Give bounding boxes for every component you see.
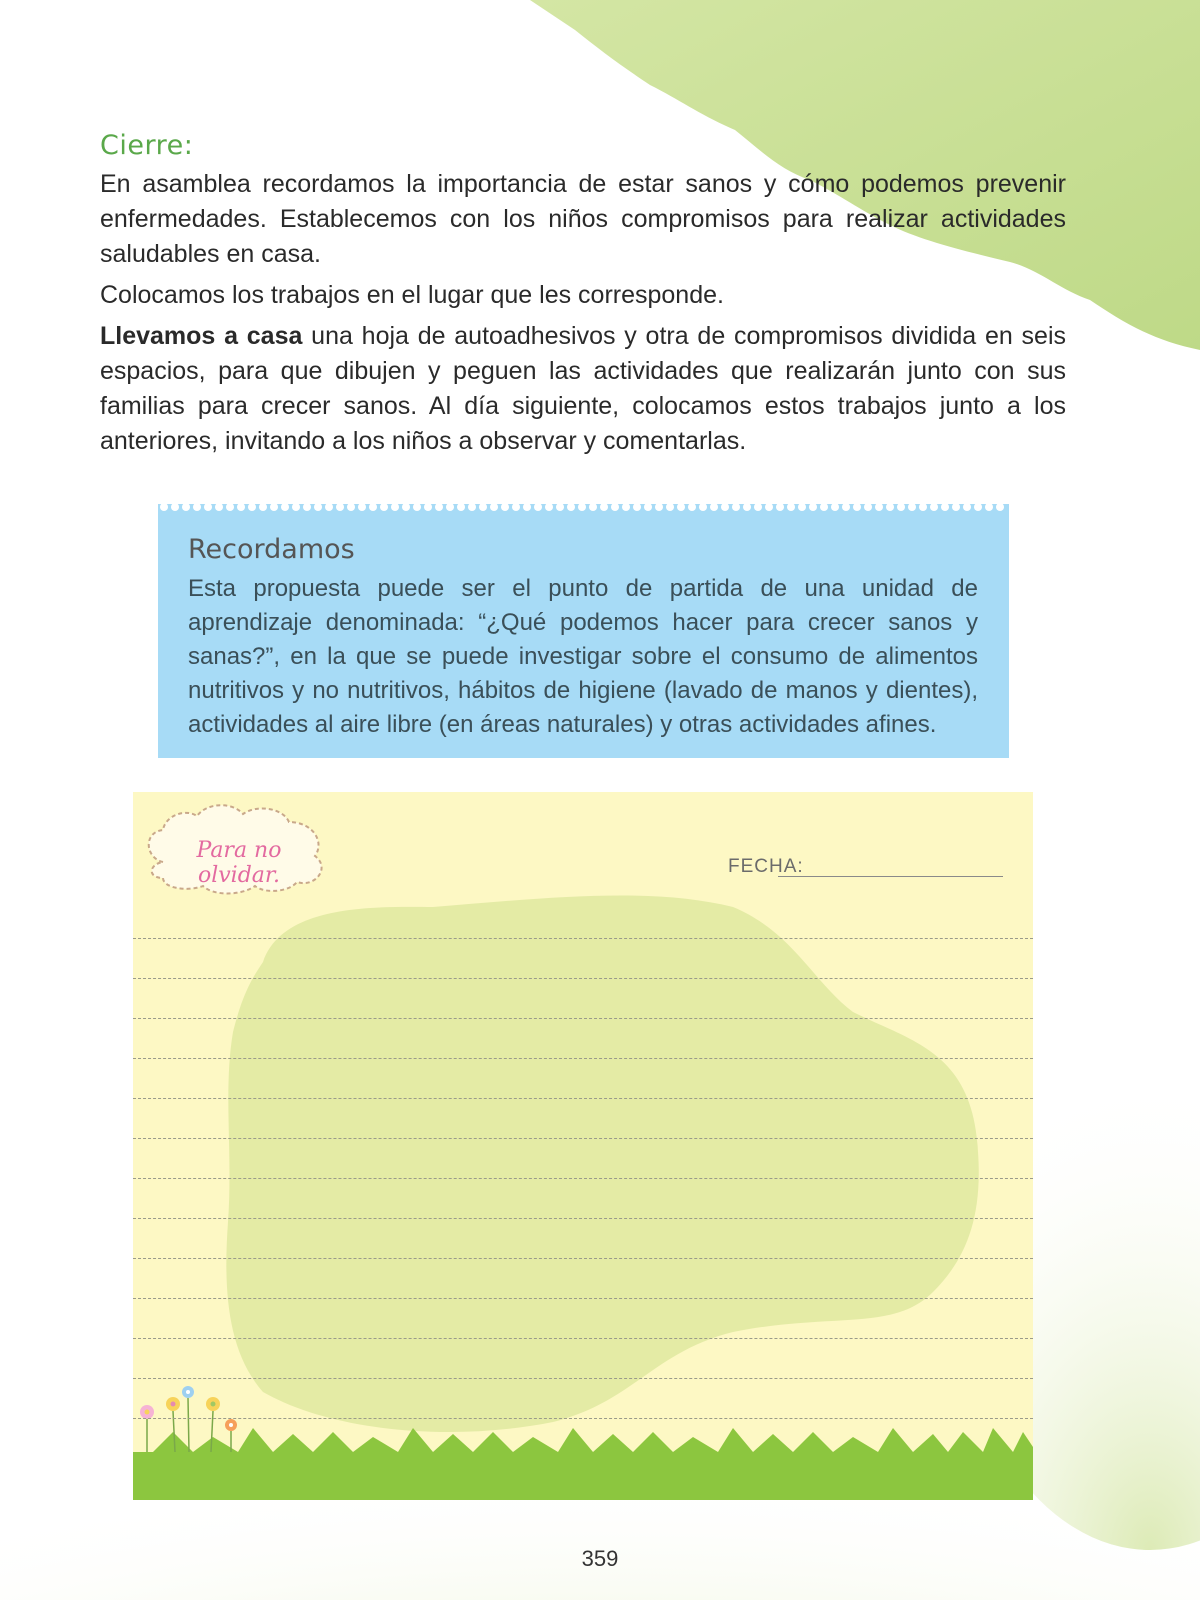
writing-line (133, 978, 1033, 979)
closing-paragraph-3 (100, 319, 1066, 459)
closing-paragraph-1: En asamblea recordamos la importancia de estar sanos y cómo podemos prevenir enfermedades. Establecemos con los niños compromisos para realizar actividades saludables en casa. (100, 170, 1066, 268)
closing-section (100, 130, 1066, 465)
writing-line (133, 1178, 1033, 1179)
writing-line (133, 1258, 1033, 1259)
note-sheet (133, 792, 1033, 1500)
closing-paragraph-2: Colocamos los trabajos en el lugar que les corresponde. (100, 281, 724, 309)
drawing-area-blob (226, 895, 978, 1432)
writing-line (133, 1298, 1033, 1299)
writing-line (133, 1098, 1033, 1099)
writing-line (133, 1058, 1033, 1059)
writing-line (133, 1418, 1033, 1419)
reminder-body: Esta propuesta puede ser el punto de partida de una unidad de aprendizaje denominada: “¿Qué podemos hacer para crecer sanos y sanas?”, en la que se puede investigar sobre el consumo de alimentos nutritivos y no nutritivos, hábitos de higiene (lavado de manos y dientes), actividades al aire libre (en áreas naturales) y otras actividades afines. (188, 575, 978, 738)
take-home-emphasis: Llevamos a casa (100, 322, 303, 350)
scallop-border-icon (158, 499, 1009, 515)
grass-icon (133, 1428, 1033, 1500)
page-number: 359 (581, 1546, 619, 1571)
note-decoration (133, 792, 1033, 1500)
date-field[interactable] (778, 876, 1003, 877)
flowers-icon (140, 1386, 237, 1452)
writing-line (133, 1138, 1033, 1139)
writing-line (133, 1338, 1033, 1339)
writing-line (133, 1378, 1033, 1379)
writing-line (133, 1018, 1033, 1019)
writing-line (133, 1218, 1033, 1219)
cloud-label: Para no olvidar. (196, 838, 282, 888)
take-home-text: una hoja de autoadhesivos y otra de compromisos dividida en seis espacios, para que dibujen y peguen las actividades que realizarán junto con sus familias para crecer sanos. Al día siguiente, colocamos estos trabajos junto a los anteriores, invitando a los niños a observar y comentarlas. (100, 322, 1066, 455)
reminder-title: Recordamos (188, 534, 355, 565)
closing-heading: Cierre: (100, 130, 194, 161)
reminder-box (158, 504, 1009, 758)
date-label: FECHA: (728, 856, 804, 877)
writing-line (133, 938, 1033, 939)
